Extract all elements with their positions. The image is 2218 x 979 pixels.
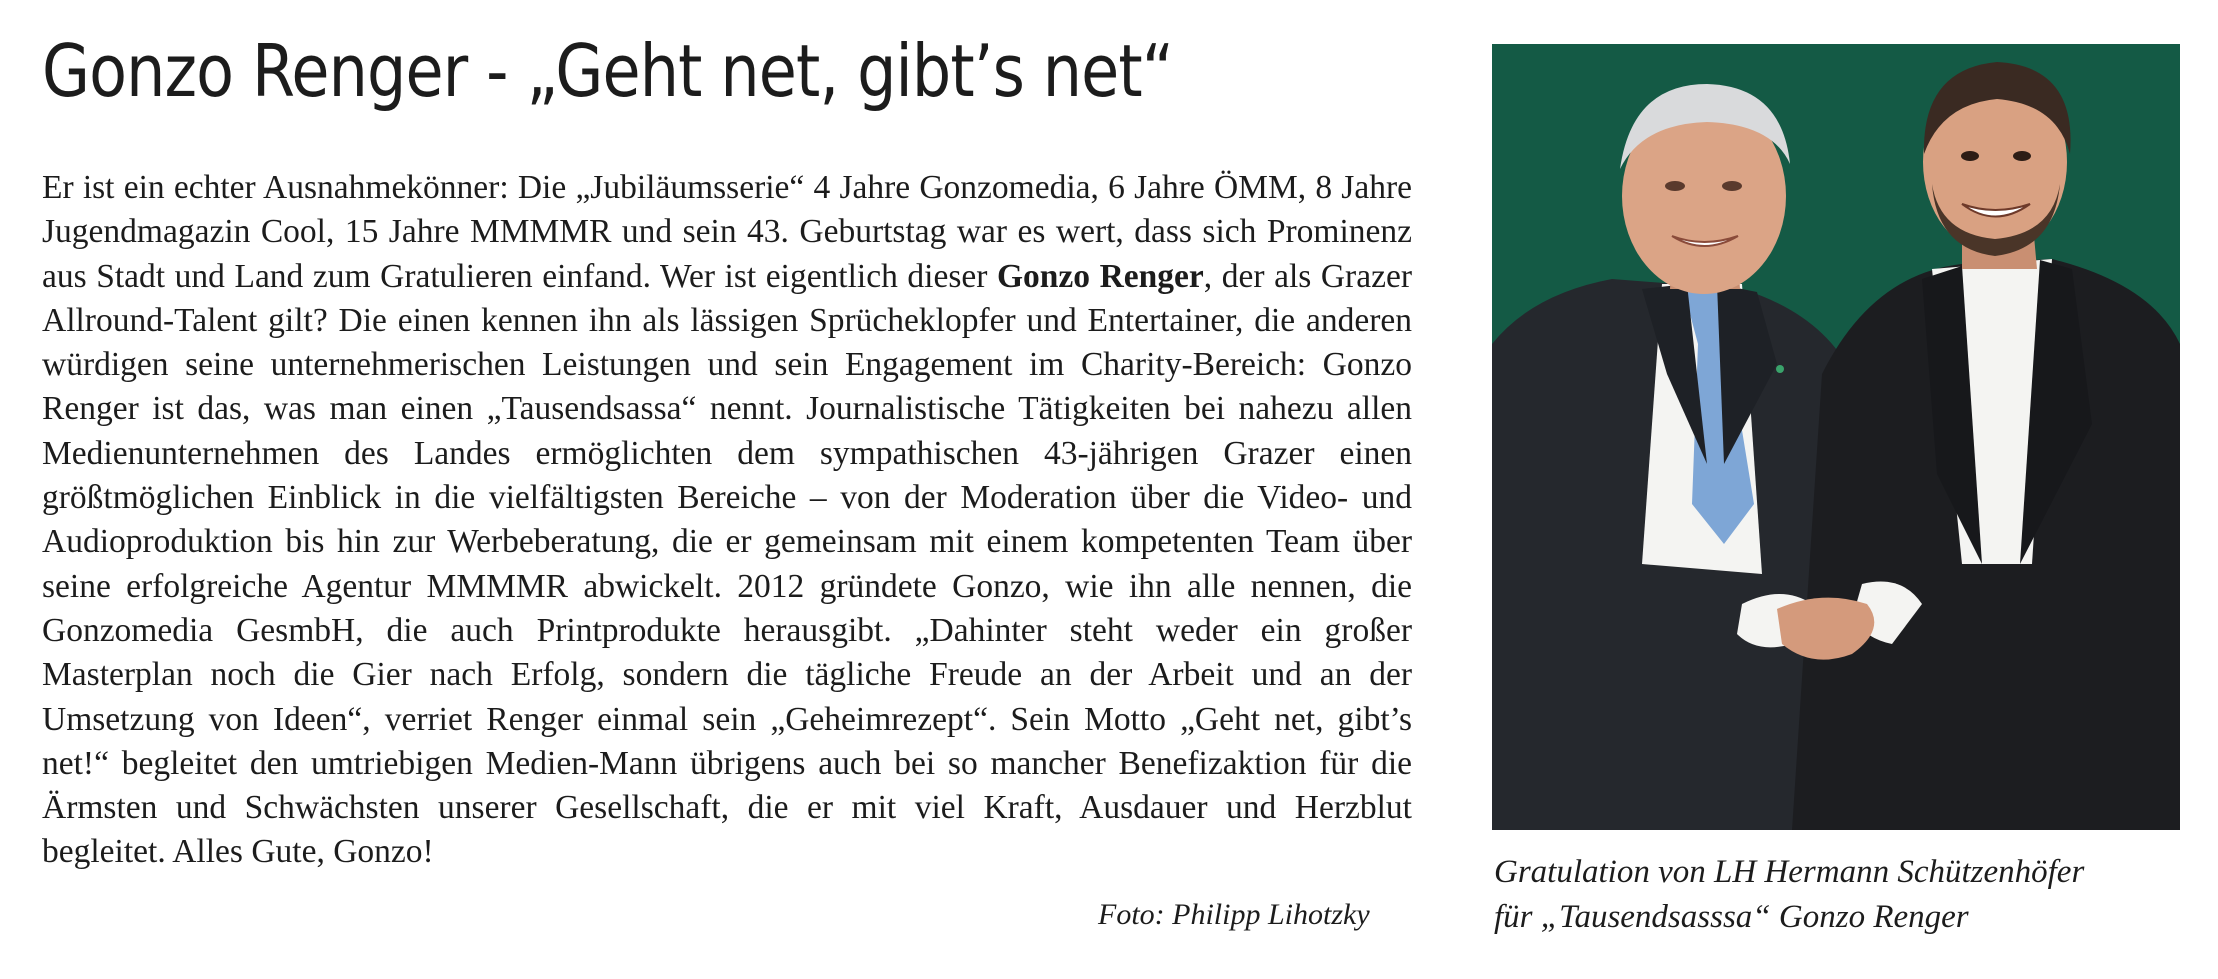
left-man-pin (1776, 365, 1784, 373)
photo-caption (1494, 850, 2084, 940)
handshake-illustration (1492, 44, 2180, 830)
article-body-name: Gonzo Renger (996, 257, 1204, 295)
photo-credit: Foto: Philipp Lihotzky (1098, 898, 1370, 931)
left-man-eye-right (1722, 181, 1742, 191)
article-photo (1492, 44, 2180, 830)
article-body-part2: , der als Grazer Allround-Talent gilt? Die einen kennen ihn als lässigen Sprücheklopfer und Entertainer, die anderen würdigen seine unternehmerischen Leistungen und sein Engagement im Charity-Bereich: Gonzo Renger ist das, was man einen „Tausendsassa“ nennt. Journalistische Tätigkeiten bei nahezu allen Medienunternehmen des Landes ermöglichten dem sympathischen 43-jährigen Grazer einen größtmöglichen Einblick in die vielfältigsten Bereiche – von der Moderation über die Video- und Audioproduktion bis hin zur Werbeberatung, die er gemeinsam mit einem kompetenten Team über seine erfolgreiche Agentur MMMMR abwickelt. 2012 gründete Gonzo, wie ihn alle nennen, die Gonzomedia GesmbH, die auch Printprodukte herausgibt. „Dahinter steht weder ein großer Masterplan noch die Gier nach Erfolg, sondern die tägliche Freude an der Arbeit und an der Umsetzung von Ideen“, verriet Renger einmal sein „Geheimrezept“. Sein Motto „Geht net, gibt’s net!“ begleitet den umtriebigen Medien-Mann übrigens auch bei so mancher Benefizaktion für die Ärmsten und Schwächsten unserer Gesellschaft, die er mit viel Kraft, Ausdauer und Herzblut begleitet. Alles Gute, Gonzo! (42, 257, 1412, 871)
left-man-eye-left (1665, 181, 1685, 191)
article-body-part1: Er ist ein echter Ausnahmekönner: Die „Jubiläumsserie“ 4 Jahre Gonzomedia, 6 Jahre ÖMM, 8 Jahre Jugendmagazin Cool, 15 Jahre MMMMR und sein 43. Geburtstag war es wert, dass sich Prominenz aus Stadt und Land zum Gratulieren einfand. Wer ist eigentlich dieser (42, 169, 1412, 295)
article-body (42, 166, 1412, 875)
article-headline: Gonzo Renger - „Geht net, gibt’s net“ (42, 29, 1174, 113)
photo-caption-line2: für „Tausendsasssa“ Gonzo Renger (1494, 899, 1969, 935)
photo-caption-line1: Gratulation von LH Hermann Schützenhöfer (1494, 854, 2085, 890)
right-man-eye-left (1961, 151, 1979, 161)
right-man-eye-right (2013, 151, 2031, 161)
